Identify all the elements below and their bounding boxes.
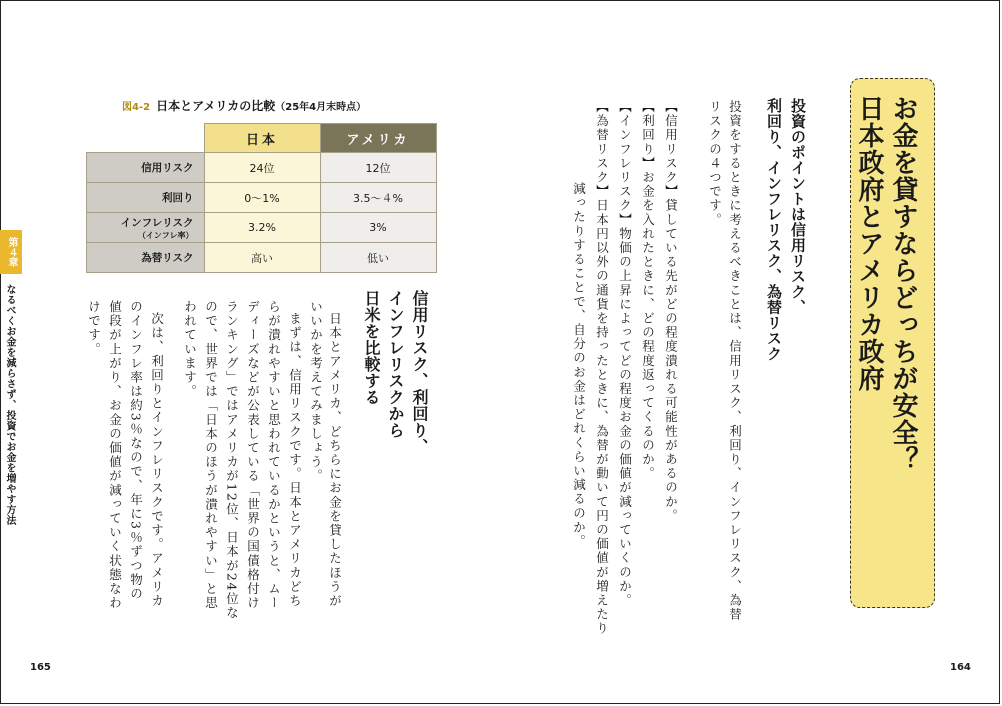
cell-japan: 0〜1% <box>204 183 320 213</box>
section2-body-line-9: 次は、利回りとインフレリスクです。アメリカ <box>149 312 165 609</box>
page-number-right: 164 <box>950 662 971 673</box>
cell-japan: 3.2% <box>204 213 320 243</box>
cell-usa: 12位 <box>320 153 436 183</box>
section1-body-line-6: 【為替リスク】日本円以外の通貨を持ったときに、為替が動いて円の価値が増えたり <box>594 100 610 636</box>
figure-badge: 図4-2 <box>122 102 151 113</box>
section1-body-line-7: 減ったりすることで、自分のお金はどれくらい減るのか。 <box>571 182 587 549</box>
figure-note: （25年4月末時点） <box>275 102 367 113</box>
section1-body-line-5: 【インフレリスク】物価の上昇によってどの程度お金の価値が減っていくのか。 <box>617 100 633 608</box>
column-header-usa: アメリカ <box>320 124 436 153</box>
table-corner <box>87 124 205 153</box>
table-row <box>87 243 437 273</box>
section2-heading-line-2: インフレリスクから <box>386 290 405 439</box>
cell-usa: 3.5〜４% <box>320 183 436 213</box>
section2-body-line-11: 値段が上がり、お金の価値が減っていく状態なわ <box>107 300 123 611</box>
title-line-1: お金を貸すならどっちが安全？ <box>888 95 918 473</box>
table-header-row <box>87 124 437 153</box>
section2-body-line-2: いいかを考えてみましょう。 <box>308 300 324 484</box>
comparison-table <box>86 123 437 273</box>
figure-title: 日本とアメリカの比較 <box>156 99 276 113</box>
section2-body-line-6: ランキング」ではアメリカが12位、日本が24位な <box>224 300 240 621</box>
table-row <box>87 153 437 183</box>
table-row <box>87 213 437 243</box>
section2-body-line-5: ディーズなどが公表している「世界の国債格付け <box>245 300 261 611</box>
section2-heading-line-1: 信用リスク、利回り、 <box>410 290 429 455</box>
title-box <box>850 78 935 608</box>
section2-body-line-1: 日本とアメリカ、どちらにお金を貸したほうが <box>327 312 343 609</box>
section1-heading-line-2: 利回り、インフレリスク、為替リスク <box>765 98 783 362</box>
figure-caption <box>122 97 366 114</box>
row-label: インフレリスク （インフレ率） <box>87 213 205 243</box>
column-header-japan: 日本 <box>204 124 320 153</box>
section2-body-line-7: ので、世界では「日本のほうが潰れやすい」と思 <box>203 300 219 611</box>
table-row <box>87 183 437 213</box>
section1-body-line-3: 【信用リスク】貸している先がどの程度潰れる可能性があるのか。 <box>663 100 679 523</box>
cell-japan: 24位 <box>204 153 320 183</box>
section2-body-line-12: けです。 <box>86 300 102 357</box>
page-number-left: 165 <box>30 662 51 673</box>
row-label: 利回り <box>87 183 205 213</box>
section2-heading-line-3: 日米を比較する <box>362 290 381 406</box>
cell-usa: 低い <box>320 243 436 273</box>
section1-body-line-2: リスクの４つです。 <box>707 100 723 227</box>
row-label: 信用リスク <box>87 153 205 183</box>
title-line-2: 日本政府とアメリカ政府 <box>854 95 884 392</box>
section1-body-line-4: 【利回り】お金を入れたときに、どの程度返ってくるのか。 <box>640 100 656 481</box>
section1-body-line-1: 投資をするときに考えるべきことは、信用リスク、利回り、インフレリスク、為替 <box>727 100 743 622</box>
chapter-tab: 第４章 <box>0 230 22 274</box>
chapter-side-title: なるべくお金を減らさず、投資でお金を増やす方法 <box>4 284 15 526</box>
section2-body-line-8: われています。 <box>182 300 198 399</box>
cell-japan: 高い <box>204 243 320 273</box>
section1-heading-line-1: 投資のポイントは信用リスク、 <box>789 98 807 315</box>
cell-usa: 3% <box>320 213 436 243</box>
section2-body-line-3: まずは、信用リスクです。日本とアメリカどち <box>287 312 303 609</box>
row-sublabel: （インフレ率） <box>137 230 194 240</box>
section2-body-line-10: のインフレ率は約3％なので、年に3％ずつ物の <box>128 300 144 602</box>
section2-body-line-4: らが潰れやすいと思われているかというと、ムー <box>266 300 282 611</box>
row-label: 為替リスク <box>87 243 205 273</box>
